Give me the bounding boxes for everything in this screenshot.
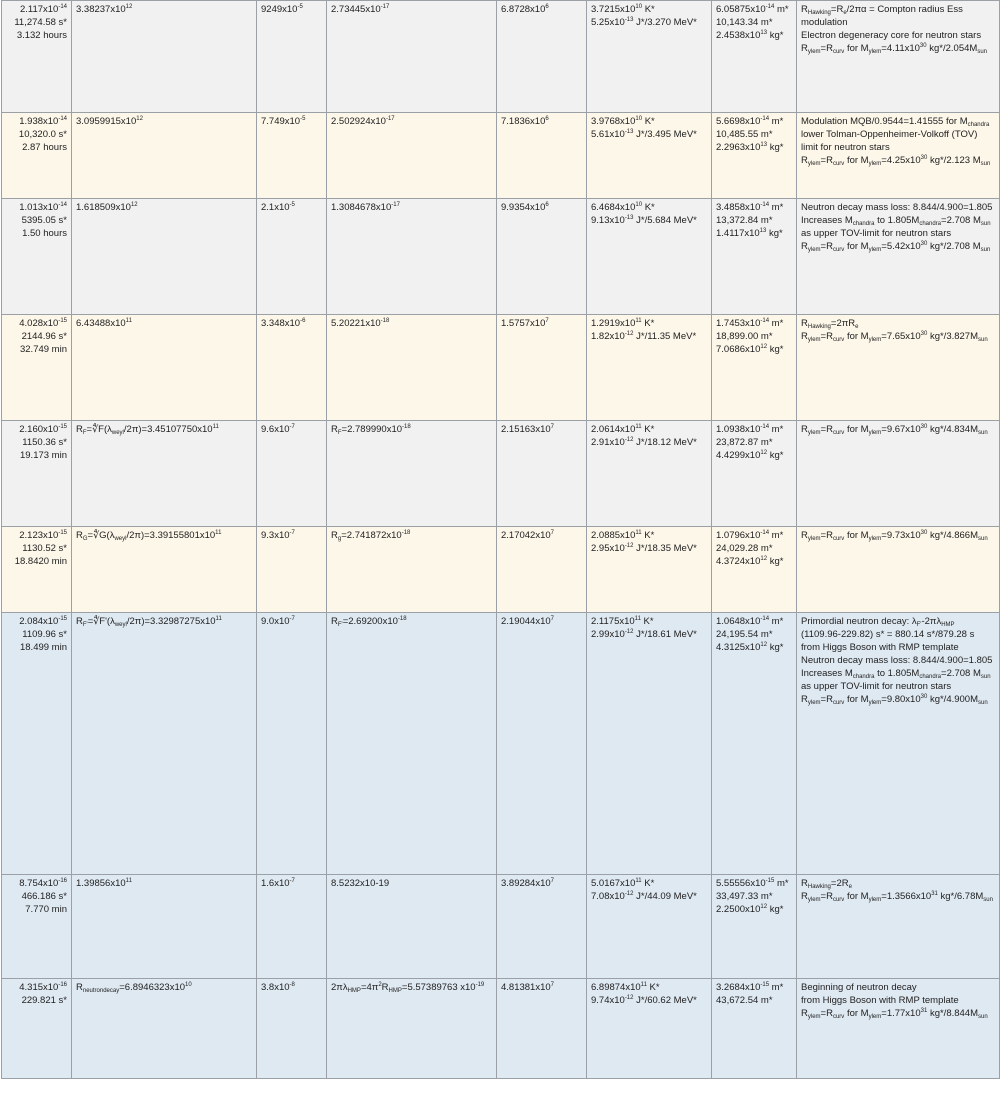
radius-cell-text: $3.0959915x10^{12}$ [76,116,143,127]
mass-cell-line: $6.05875x10^{-14}$ m* [716,4,789,15]
time-cell [2,1,72,113]
frequency-cell-text: $7.1836x10^6$ [501,116,549,127]
mass-cell-line: 10,143.34 m* [716,17,773,28]
mass-cell-line: $4.3724x10^{12}$ kg* [716,556,784,567]
temperature-cell-line: $3.7215x10^{10}$ K* [591,4,655,15]
table-row [2,613,1000,875]
time-cell [2,421,72,527]
delta-cell [257,875,327,979]
table-body [2,1,1000,1079]
time-cell-line: $2.160x10^{-15}$ [19,424,67,435]
time-cell [2,113,72,199]
length-cell [327,1,497,113]
delta-cell [257,199,327,315]
notes-cell-line: lower Tolman-Oppenheimer-Volkoff (TOV) limit for neutron stars [801,129,978,153]
length-cell [327,613,497,875]
radius-cell [72,613,257,875]
notes-cell [797,979,1000,1079]
table-row [2,875,1000,979]
time-cell-line: 2144.96 s* [21,331,67,342]
mass-cell [712,875,797,979]
temperature-cell-line: $7.08x10^{-12}$ J*/44.09 MeV* [591,891,697,902]
mass-cell-line: $1.0648x10^{-14}$ m* [716,616,784,627]
notes-cell [797,875,1000,979]
delta-cell-text: $2.1x10^{-5}$ [261,202,295,213]
time-cell [2,875,72,979]
mass-cell-line: $1.4117x10^{13}$ kg* [716,228,783,239]
notes-cell-line: $R_{ylem}=R_{curv}$ for $M_{ylem}=4.11x10^{30}$ $kg*/2.054M_{sun}$ [801,43,987,55]
temperature-cell-line: $2.0614x10^{11}$ K* [591,424,655,435]
time-cell-line: 19.173 min [19,450,67,461]
mass-cell-line: $4.3125x10^{12}$ kg* [716,642,784,653]
time-cell-line: 1109.96 s* [22,629,67,640]
length-cell-text: $2.502924x10^{-17}$ [331,116,395,127]
data-table [1,0,1000,1079]
frequency-cell [497,199,587,315]
radius-cell-text: $R_{neutrondecay}=6.8946323x10^{10}$ [76,982,192,994]
mass-cell-line: $3.4858x10^{-14}$ m* [716,202,784,213]
time-cell [2,199,72,315]
time-cell-line: 5395.05 s* [21,215,67,226]
temperature-cell [587,315,712,421]
notes-cell-line: $R_{ylem}=R_{curv}$ for $M_{ylem}=5.42x10^{30}$ kg*/2.708 $M_{sun}$ [801,241,991,253]
mass-cell-line: $1.7453x10^{-14}$ m* [716,318,784,329]
mass-cell [712,613,797,875]
radius-cell-text: $3.38237x10^{12}$ [76,4,133,15]
temperature-cell-line: $3.9768x10^{10}$ K* [591,116,655,127]
frequency-cell [497,613,587,875]
notes-cell-line: $R_{ylem}=R_{curv}$ for $M_{ylem}=1.3566x10^{31}$ $kg*/6.78M_{sun}$ [801,891,993,903]
notes-cell [797,315,1000,421]
notes-cell-line: from Higgs Boson with RMP template [801,642,959,653]
temperature-cell-line: $1.82x10^{-12}$ J*/11.35 MeV* [591,331,697,342]
radius-cell [72,315,257,421]
temperature-cell-line: $2.95x10^{-12}$ J*/18.35 MeV* [591,543,697,554]
delta-cell-text: $9.0x10^{-7}$ [261,616,295,627]
delta-cell-text: $3.8x10^{-8}$ [261,982,295,993]
notes-cell [797,527,1000,613]
mass-cell-line: 23,872.87 m* [716,437,773,448]
notes-cell-line: Electron degeneracy core for neutron stars [801,30,982,41]
frequency-cell-text: $2.19044x10^7$ [501,616,555,627]
length-cell-text: $2.73445x10^{-17}$ [331,4,390,15]
length-cell [327,199,497,315]
radius-cell [72,527,257,613]
notes-cell-line: as upper TOV-limit for neutron stars [801,681,952,692]
time-cell-line: $1.013x10^{-14}$ [19,202,67,213]
delta-cell [257,979,327,1079]
radius-cell [72,875,257,979]
temperature-cell [587,113,712,199]
mass-cell-line: 43,672.54 m* [716,995,773,1006]
frequency-cell [497,875,587,979]
time-cell-line: 1130.52 s* [22,543,67,554]
mass-cell-line: $7.0686x10^{12}$ kg* [716,344,784,355]
temperature-cell-line: $9.74x10^{-12}$ J*/60.62 MeV* [591,995,697,1006]
mass-cell-line: 10,485.55 m* [716,129,773,140]
temperature-cell [587,979,712,1079]
time-cell [2,613,72,875]
temperature-cell-line: $2.91x10^{-12}$ J*/18.12 MeV* [591,437,697,448]
delta-cell [257,421,327,527]
notes-cell-line: Increases $M_{chandra}$ to $1.805M_{chandra}=2.708$ $M_{sun}$ [801,215,991,227]
notes-cell-line: (1109.96-229.82) s* = 880.14 s*/879.28 s [801,629,975,640]
mass-cell-line: $4.4299x10^{12}$ kg* [716,450,784,461]
delta-cell [257,1,327,113]
frequency-cell [497,979,587,1079]
temperature-cell-line: $5.61x10^{-13}$ J*/3.495 MeV* [591,129,697,140]
radius-cell-text: $R_G=∜G(\lambda_{weyl}/2\pi)=3.39155801x10^{11}$ [76,530,222,542]
notes-cell-line: Neutron decay mass loss: 8.844/4.900=1.805 [801,202,993,213]
radius-cell-text: $1.39856x10^{11}$ [76,878,132,889]
time-cell-line: 11,274.58 s* [14,17,67,28]
table-row [2,421,1000,527]
length-cell-text: $1.3084678x10^{-17}$ [331,202,400,213]
frequency-cell [497,1,587,113]
mass-cell [712,527,797,613]
time-cell [2,527,72,613]
time-cell-line: 466.186 s* [21,891,67,902]
time-cell-line: 229.821 s* [21,995,67,1006]
length-cell [327,979,497,1079]
table-row [2,979,1000,1079]
temperature-cell [587,613,712,875]
time-cell-line: 18.8420 min [14,556,67,567]
delta-cell [257,113,327,199]
length-cell [327,875,497,979]
notes-cell-line: Primordial neutron decay: $\lambda_{F'}-2\pi\lambda_{HMP}$ [801,616,955,628]
table-row [2,113,1000,199]
time-cell-line: 1.50 hours [22,228,67,239]
mass-cell-line: $2.2963x10^{13}$ kg* [716,142,784,153]
length-cell [327,421,497,527]
length-cell-text: $2\pi\lambda_{HMP}=4\pi^2R_{HMP}=5.57389763$ $x10^{-19}$ [331,982,485,994]
notes-cell [797,421,1000,527]
mass-cell-line: $1.0938x10^{-14}$ m* [716,424,784,435]
notes-cell-line: Modulation MQB/0.9544=1.41555 for $M_{chandra}$ [801,116,990,128]
notes-cell-line: $R_{ylem}=R_{curv}$ for $M_{ylem}=7.65x10^{30}$ $kg*/3.827M_{sun}$ [801,331,988,343]
delta-cell [257,527,327,613]
frequency-cell-text: $2.15163x10^7$ [501,424,555,435]
mass-cell-line: 33,497.33 m* [716,891,773,902]
length-cell-text: $R_g=2.741872x10^{-18}$ [331,530,411,542]
delta-cell-text: $9249x10^{-5}$ [261,4,303,15]
time-cell-line: $2.117x10^{-14}$ [19,4,67,15]
time-cell-line: $2.084x10^{-15}$ [19,616,67,627]
temperature-cell-line: $2.1175x10^{11}$ K* [591,616,654,627]
length-cell-text: $5.20221x10^{-18}$ [331,318,390,329]
radius-cell-text: $R_F=∜F(\lambda_{weyl}/2\pi)=3.45107750x10^{11}$ [76,424,219,436]
radius-cell-text: $1.618509x10^{12}$ [76,202,138,213]
radius-cell [72,199,257,315]
delta-cell-text: $9.3x10^{-7}$ [261,530,295,541]
temperature-cell-line: $2.0885x10^{11}$ K* [591,530,655,541]
time-cell-line: $8.754x10^{-16}$ [19,878,67,889]
temperature-cell [587,1,712,113]
notes-cell-line: Neutron decay mass loss: 8.844/4.900=1.805 [801,655,993,666]
mass-cell-line: $3.2684x10^{-15}$ m* [716,982,784,993]
notes-cell-line: $R_{ylem}=R_{curv}$ for $M_{ylem}=9.73x10^{30}$ $kg*/4.866M_{sun}$ [801,530,988,542]
notes-cell-line: $R_{ylem}=R_{curv}$ for $M_{ylem}=1.77x10^{31}$ $kg*/8.844M_{sun}$ [801,1008,988,1020]
radius-cell [72,1,257,113]
mass-cell [712,1,797,113]
frequency-cell-text: $4.81381x10^7$ [501,982,555,993]
frequency-cell-text: $1.5757x10^7$ [501,318,549,329]
temperature-cell [587,527,712,613]
table-row [2,527,1000,613]
temperature-cell-line: $1.2919x10^{11}$ K* [591,318,655,329]
frequency-cell [497,527,587,613]
mass-cell-line: $5.55556x10^{-15}$ m* [716,878,789,889]
mass-cell-line: $2.2500x10^{12}$ kg* [716,904,784,915]
frequency-cell-text: $6.8728x10^6$ [501,4,549,15]
time-cell-line: 3.132 hours [16,30,67,41]
length-cell-text: $R_F=2.789990x10^{-18}$ [331,424,411,436]
mass-cell [712,113,797,199]
radius-cell [72,113,257,199]
radius-cell-text: $R_{F'}=∜F'(\lambda_{weyl}/2\pi)=3.32987275x10^{11}$ [76,616,222,628]
time-cell-line: $2.123x10^{-15}$ [19,530,67,541]
time-cell-line: 7.770 min [25,904,67,915]
notes-cell-line: Increases $M_{chandra}$ to $1.805M_{chandra}=2.708$ $M_{sun}$ [801,668,991,680]
mass-cell-line: $5.6698x10^{-14}$ m* [716,116,784,127]
temperature-cell-line: $6.89874x10^{11}$ K* [591,982,660,993]
radius-cell-text: $6.43488x10^{11}$ [76,318,132,329]
mass-cell-line: 13,372.84 m* [716,215,773,226]
frequency-cell-text: $2.17042x10^7$ [501,530,555,541]
temperature-cell [587,875,712,979]
mass-cell [712,421,797,527]
mass-cell-line: $1.0796x10^{-14}$ m* [716,530,784,541]
notes-cell-line: $R_{ylem}=R_{curv}$ for $M_{ylem}=9.80x10^{30}$ $kg*/4.900M_{sun}$ [801,694,988,706]
notes-cell [797,1,1000,113]
time-cell [2,315,72,421]
mass-cell-line: 18,899.00 m* [716,331,773,342]
notes-cell-line: from Higgs Boson with RMP template [801,995,959,1006]
time-cell-line: 2.87 hours [22,142,67,153]
time-cell-line: 1150.36 s* [22,437,67,448]
mass-cell-line: $2.4538x10^{13}$ kg* [716,30,784,41]
mass-cell-line: 24,195.54 m* [716,629,773,640]
delta-cell [257,613,327,875]
temperature-cell-line: $5.0167x10^{11}$ K* [591,878,655,889]
radius-cell [72,421,257,527]
table-row [2,1,1000,113]
notes-cell-line: as upper TOV-limit for neutron stars [801,228,952,239]
delta-cell-text: $7.749x10^{-5}$ [261,116,306,127]
length-cell-text: 8.5232x10-19 [331,878,390,889]
table-row [2,199,1000,315]
notes-cell [797,199,1000,315]
mass-cell [712,979,797,1079]
length-cell [327,527,497,613]
length-cell-text: $R_{F'}=2.69200x10^{-18}$ [331,616,407,628]
mass-cell [712,199,797,315]
time-cell-line: 32.749 min [19,344,67,355]
time-cell-line: $1.938x10^{-14}$ [19,116,67,127]
notes-cell-line: $R_{ylem}=R_{curv}$ for $M_{ylem}=4.25x10^{30}$ kg*/2.123 $M_{sun}$ [801,155,991,167]
table-row [2,315,1000,421]
delta-cell-text: $1.6x10^{-7}$ [261,878,295,889]
time-cell-line: $4.315x10^{-16}$ [19,982,67,993]
notes-cell-line: $R_{Hawking}=R_e/2\pi\alpha$ = Compton radius Ess modulation [801,4,963,28]
mass-cell [712,315,797,421]
notes-cell [797,613,1000,875]
length-cell [327,113,497,199]
frequency-cell-text: $9.9354x10^6$ [501,202,549,213]
delta-cell-text: $9.6x10^{-7}$ [261,424,295,435]
time-cell-line: 18.499 min [19,642,67,653]
time-cell [2,979,72,1079]
temperature-cell-line: $9.13x10^{-13}$ J*/5.684 MeV* [591,215,697,226]
length-cell [327,315,497,421]
notes-cell [797,113,1000,199]
temperature-cell-line: $6.4684x10^{10}$ K* [591,202,655,213]
notes-cell-line: $R_{ylem}=R_{curv}$ for $M_{ylem}=9.67x10^{30}$ $kg*/4.834M_{sun}$ [801,424,988,436]
delta-cell-text: $3.348x10^{-6}$ [261,318,306,329]
frequency-cell [497,113,587,199]
notes-cell-line: $R_{Hawking}=2R_e$ [801,878,852,890]
temperature-cell-line: $2.99x10^{-12}$ J*/18.61 MeV* [591,629,697,640]
temperature-cell-line: $5.25x10^{-13}$ J*/3.270 MeV* [591,17,697,28]
delta-cell [257,315,327,421]
mass-cell-line: 24,029.28 m* [716,543,773,554]
frequency-cell [497,315,587,421]
time-cell-line: 10,320.0 s* [18,129,67,140]
notes-cell-line: Beginning of neutron decay [801,982,917,993]
temperature-cell [587,421,712,527]
temperature-cell [587,199,712,315]
frequency-cell [497,421,587,527]
frequency-cell-text: $3.89284x10^7$ [501,878,555,889]
notes-cell-line: $R_{Hawking}=2\pi R_e$ [801,318,859,330]
radius-cell [72,979,257,1079]
time-cell-line: $4.028x10^{-15}$ [19,318,67,329]
